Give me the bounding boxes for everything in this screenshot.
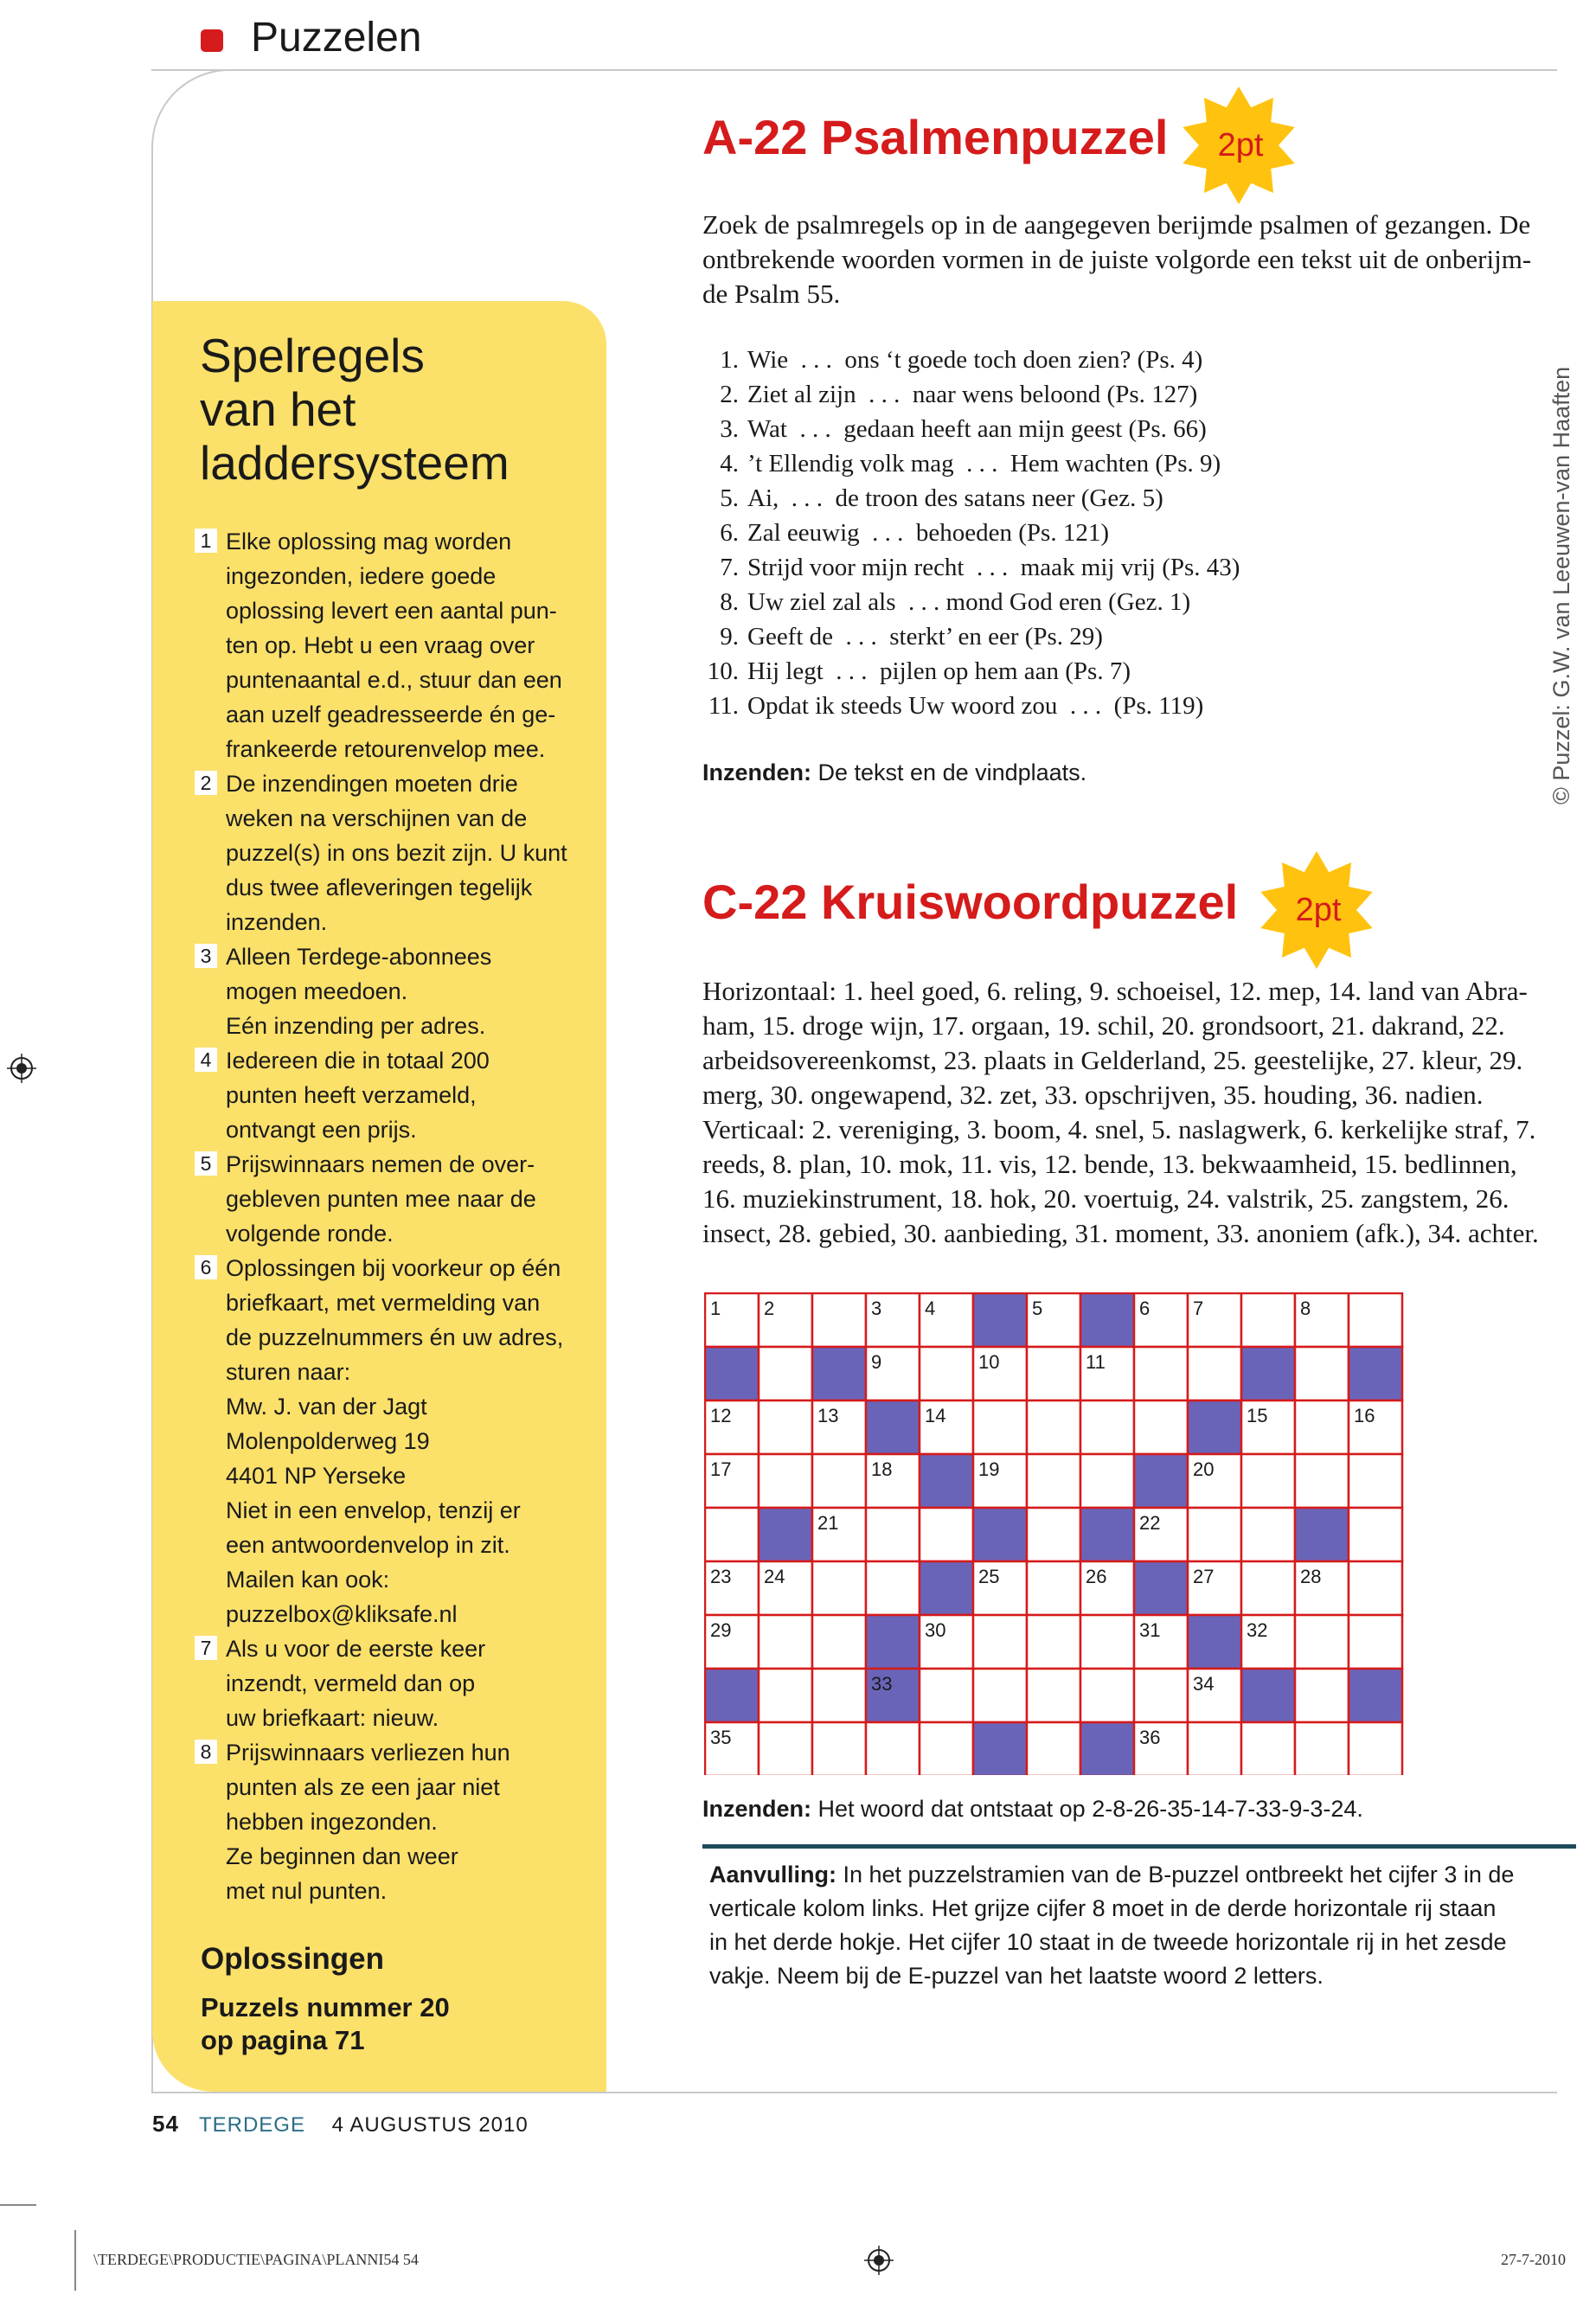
print-slug-path: \TERDEGE\PRODUCTIE\PAGINA\PLANNI54 54 xyxy=(93,2251,419,2268)
psalm-item-number: 9. xyxy=(720,623,739,651)
frame-bottom-rule xyxy=(151,2092,1557,2093)
rule-number: 5 xyxy=(195,1151,217,1176)
inzenden-text: De tekst en de vindplaats. xyxy=(811,760,1087,785)
grid-number: 2 xyxy=(764,1298,775,1319)
points-star-badge xyxy=(1256,849,1377,975)
grid-number: 29 xyxy=(710,1619,732,1641)
psalm-item xyxy=(702,412,1325,446)
grid-number: 11 xyxy=(1086,1351,1106,1373)
clue-line: arbeidsovereenkomst, 23. plaats in Gelderland, 25. geestelijke, 27. kleur, 29. xyxy=(702,1045,1523,1075)
grid-cell xyxy=(1241,1722,1295,1775)
grid-number: 12 xyxy=(710,1405,732,1426)
rule-number: 6 xyxy=(195,1255,217,1279)
rule-line: inzendt, vermeld dan op xyxy=(226,1670,476,1696)
rule-line: een antwoordenvelop in zit. xyxy=(226,1532,510,1558)
rule-number: 4 xyxy=(195,1048,217,1072)
rule-line: inzenden. xyxy=(226,909,328,935)
rule-line: sturen naar: xyxy=(226,1359,351,1385)
psalm-points: 2pt xyxy=(1217,127,1264,163)
grid-cell-filled xyxy=(1349,1347,1402,1400)
crossword-clues xyxy=(702,974,1576,1251)
grid-cell xyxy=(1188,1508,1241,1561)
crossword-inzenden xyxy=(702,1796,1363,1823)
psalm-inzenden xyxy=(702,760,1086,786)
rule-item xyxy=(195,939,575,1043)
rule-line: Mw. J. van der Jagt xyxy=(226,1394,427,1420)
psalm-item-text: Strijd voor mijn recht . . . maak mij vrij (Ps. 43) xyxy=(747,554,1240,581)
rule-line: Molenpolderweg 19 xyxy=(226,1428,430,1454)
rule-number: 1 xyxy=(195,529,217,553)
psalm-item xyxy=(702,619,1325,654)
rule-number: 8 xyxy=(195,1740,217,1764)
rule-line: Oplossingen bij voorkeur op één xyxy=(226,1255,561,1281)
grid-number: 18 xyxy=(871,1458,893,1480)
grid-number: 16 xyxy=(1354,1405,1375,1426)
registration-mark xyxy=(7,1054,36,1087)
rule-line: Mailen kan ook: xyxy=(226,1567,390,1593)
clue-line: Horizontaal: 1. heel goed, 6. reling, 9. schoeisel, 12. mep, 14. land van Abra- xyxy=(702,976,1528,1006)
grid-number: 30 xyxy=(925,1619,946,1641)
psalm-item-text: Opdat ik steeds Uw woord zou . . . (Ps. 119) xyxy=(747,692,1204,720)
page-number: 54 xyxy=(152,2111,179,2137)
aanvulling-line: vakje. Neem bij de E-puzzel van het laatste woord 2 letters. xyxy=(709,1963,1324,1989)
psalm-item xyxy=(702,689,1325,723)
grid-cell xyxy=(812,1669,866,1722)
grid-cell-filled xyxy=(1241,1347,1295,1400)
rule-line: punten heeft verzameld, xyxy=(226,1082,477,1108)
rules-list xyxy=(195,524,575,1908)
grid-cell xyxy=(759,1454,812,1508)
grid-number: 8 xyxy=(1300,1298,1311,1319)
grid-cell xyxy=(866,1561,920,1615)
psalm-item xyxy=(702,516,1325,550)
clue-line: ham, 15. droge wijn, 17. orgaan, 19. schil, 20. grondsoort, 21. dakrand, 22. xyxy=(702,1010,1505,1041)
page-footer xyxy=(152,2111,529,2138)
grid-cell-filled xyxy=(1080,1508,1134,1561)
psalm-item-number: 8. xyxy=(720,588,739,616)
grid-cell-filled xyxy=(973,1722,1027,1775)
registration-icon xyxy=(7,1054,36,1083)
registration-icon xyxy=(864,2246,894,2275)
clue-line: 16. muziekinstrument, 18. hok, 20. voertuig, 24. valstrik, 25. zangstem, 26. xyxy=(702,1183,1509,1214)
grid-number: 32 xyxy=(1247,1619,1268,1641)
rule-number: 7 xyxy=(195,1636,217,1660)
grid-cell-filled xyxy=(1080,1722,1134,1775)
grid-number: 28 xyxy=(1300,1566,1322,1587)
grid-cell xyxy=(812,1561,866,1615)
rule-line: Eén inzending per adres. xyxy=(226,1013,486,1039)
rule-line: puzzelbox@kliksafe.nl xyxy=(226,1601,458,1627)
grid-cell xyxy=(1349,1508,1402,1561)
grid-cell-filled xyxy=(1295,1508,1349,1561)
grid-cell xyxy=(812,1293,866,1347)
grid-cell xyxy=(1027,1615,1080,1669)
grid-number: 10 xyxy=(978,1351,1000,1373)
sidebar-title-line: laddersysteem xyxy=(200,436,510,490)
crossword-grid xyxy=(704,1292,1405,1779)
rule-number: 2 xyxy=(195,771,217,795)
print-slug-date: 27-7-2010 xyxy=(1501,2251,1566,2268)
psalm-item-text: Zal eeuwig . . . behoeden (Ps. 121) xyxy=(747,519,1109,547)
rule-number: 3 xyxy=(195,944,217,968)
rule-item xyxy=(195,1147,575,1251)
grid-cell xyxy=(759,1347,812,1400)
grid-cell xyxy=(1027,1722,1080,1775)
grid-cell xyxy=(1241,1454,1295,1508)
section-title: Puzzelen xyxy=(251,15,422,61)
psalm-item xyxy=(702,446,1325,481)
section-marker xyxy=(201,29,223,52)
magazine-name: TERDEGE xyxy=(198,2113,305,2137)
crossword-title: C-22 Kruiswoordpuzzel xyxy=(702,875,1239,929)
grid-cell xyxy=(1027,1669,1080,1722)
grid-cell xyxy=(1027,1454,1080,1508)
grid-number: 19 xyxy=(978,1458,1000,1480)
rule-line: 4401 NP Yerseke xyxy=(226,1463,407,1489)
psalm-intro xyxy=(702,208,1576,311)
grid-number: 35 xyxy=(710,1727,732,1748)
rule-line: frankeerde retourenvelop mee. xyxy=(226,736,546,762)
aanvulling-line: verticale kolom links. Het grijze cijfer 8 moet in de derde horizontale rij staan xyxy=(709,1895,1497,1921)
psalm-item-number: 4. xyxy=(720,450,739,478)
top-rule xyxy=(151,69,1557,71)
intro-line: ontbrekende woorden vormen in de juiste volgorde een tekst uit de onberijm- xyxy=(702,244,1532,274)
aanvulling-label: Aanvulling: xyxy=(709,1862,836,1888)
grid-cell xyxy=(920,1508,973,1561)
grid-number: 3 xyxy=(871,1298,882,1319)
psalm-item xyxy=(702,550,1325,585)
grid-cell xyxy=(1295,1347,1349,1400)
crop-mark xyxy=(0,2204,36,2206)
psalm-puzzle-title: A-22 Psalmenpuzzel xyxy=(702,110,1169,164)
inzenden-label: Inzenden: xyxy=(702,1796,811,1822)
grid-cell-filled xyxy=(920,1454,973,1508)
rule-line: aan uzelf geadresseerde én ge- xyxy=(226,702,556,727)
sidebar-title-line: Spelregels xyxy=(200,329,425,382)
intro-line: Zoek de psalmregels op in de aangegeven berijmde psalmen of gezangen. De xyxy=(702,209,1531,240)
clue-line: merg, 30. ongewapend, 32. zet, 33. opschrijven, 35. houding, 36. nadien. xyxy=(702,1080,1484,1110)
grid-cell xyxy=(866,1722,920,1775)
rule-line: uw briefkaart: nieuw. xyxy=(226,1705,439,1731)
rule-line: Elke oplossing mag worden xyxy=(226,529,512,554)
grid-number: 13 xyxy=(817,1405,839,1426)
psalm-item-text: ’t Ellendig volk mag . . . Hem wachten (Ps. 9) xyxy=(747,450,1221,478)
grid-number: 1 xyxy=(710,1298,721,1319)
rule-line: volgende ronde. xyxy=(226,1221,394,1247)
rule-line: mogen meedoen. xyxy=(226,978,408,1004)
rule-line: De inzendingen moeten drie xyxy=(226,771,518,797)
grid-cell xyxy=(1080,1615,1134,1669)
grid-cell xyxy=(920,1669,973,1722)
rule-item xyxy=(195,524,575,766)
grid-cell xyxy=(812,1615,866,1669)
rule-line: Prijswinnaars nemen de over- xyxy=(226,1151,535,1177)
grid-cell-filled xyxy=(866,1615,920,1669)
sidebar-title xyxy=(200,329,580,490)
grid-number: 24 xyxy=(764,1566,785,1587)
rule-line: ten op. Hebt u een vraag over xyxy=(226,632,535,658)
psalm-item-text: Ziet al zijn . . . naar wens beloond (Ps. 127) xyxy=(747,381,1198,408)
grid-cell-filled xyxy=(705,1669,759,1722)
rule-line: weken na verschijnen van de xyxy=(226,805,528,831)
psalm-item xyxy=(702,377,1325,412)
grid-cell-filled xyxy=(920,1561,973,1615)
grid-cell xyxy=(973,1669,1027,1722)
puzzle-credit: © Puzzel: G.W. van Leeuwen-van Haaften xyxy=(1548,366,1574,804)
rule-item xyxy=(195,766,575,939)
grid-cell-filled xyxy=(1134,1454,1188,1508)
grid-number: 21 xyxy=(817,1512,839,1534)
psalm-item xyxy=(702,481,1325,516)
grid-cell-filled xyxy=(1188,1400,1241,1454)
grid-cell-filled xyxy=(705,1347,759,1400)
grid-cell xyxy=(920,1722,973,1775)
oplossingen-line: Puzzels nummer 20 xyxy=(201,1992,450,2022)
rule-line: met nul punten. xyxy=(226,1878,388,1904)
grid-cell-filled xyxy=(973,1508,1027,1561)
grid-number: 25 xyxy=(978,1566,1000,1587)
grid-number: 31 xyxy=(1139,1619,1161,1641)
grid-cell xyxy=(1349,1454,1402,1508)
grid-cell xyxy=(1080,1400,1134,1454)
grid-cell xyxy=(1027,1508,1080,1561)
psalm-item xyxy=(702,343,1325,377)
grid-cell xyxy=(1134,1669,1188,1722)
rule-line: Ze beginnen dan weer xyxy=(226,1843,458,1869)
rule-line: dus twee afleveringen tegelijk xyxy=(226,875,533,901)
grid-number: 20 xyxy=(1193,1458,1215,1480)
grid-cell xyxy=(812,1454,866,1508)
grid-cell xyxy=(1188,1347,1241,1400)
clue-line: reeds, 8. plan, 10. mok, 11. vis, 12. bende, 13. bekwaamheid, 15. bedlinnen, xyxy=(702,1149,1517,1179)
inzenden-text: Het woord dat ontstaat op 2-8-26-35-14-7-33-9-3-24. xyxy=(811,1796,1363,1822)
grid-cell xyxy=(759,1400,812,1454)
sidebar-title-line: van het xyxy=(200,382,356,436)
aanvulling-line: In het puzzelstramien van de B-puzzel ontbreekt het cijfer 3 in de xyxy=(836,1862,1515,1888)
psalm-list xyxy=(702,343,1325,723)
rule-item xyxy=(195,1251,575,1631)
grid-number: 6 xyxy=(1139,1298,1151,1319)
grid-cell xyxy=(920,1347,973,1400)
grid-cell xyxy=(1241,1508,1295,1561)
psalm-item-number: 7. xyxy=(720,554,739,581)
grid-cell-filled xyxy=(812,1347,866,1400)
rule-item xyxy=(195,1735,575,1908)
grid-cell xyxy=(1349,1293,1402,1347)
rule-line: puntenaantal e.d., stuur dan een xyxy=(226,667,562,693)
grid-cell-filled xyxy=(759,1508,812,1561)
inzenden-label: Inzenden: xyxy=(702,760,811,785)
grid-cell xyxy=(1027,1400,1080,1454)
psalm-item-number: 1. xyxy=(720,346,739,374)
grid-cell xyxy=(866,1508,920,1561)
grid-cell xyxy=(1188,1722,1241,1775)
grid-number: 26 xyxy=(1086,1566,1107,1587)
psalm-item-text: Hij legt . . . pijlen op hem aan (Ps. 7) xyxy=(747,657,1131,685)
rule-line: briefkaart, met vermelding van xyxy=(226,1290,541,1316)
rule-item xyxy=(195,1043,575,1147)
grid-cell-filled xyxy=(973,1293,1027,1347)
rule-line: Als u voor de eerste keer xyxy=(226,1636,486,1662)
psalm-item-number: 10. xyxy=(707,657,739,685)
grid-cell xyxy=(812,1722,866,1775)
grid-cell xyxy=(1134,1347,1188,1400)
grid-cell xyxy=(759,1615,812,1669)
aanvulling-note xyxy=(709,1858,1574,1993)
clue-line: insect, 28. gebied, 30. aanbieding, 31. moment, 33. anoniem (afk.), 34. achter. xyxy=(702,1218,1539,1248)
rule-line: Iedereen die in totaal 200 xyxy=(226,1048,490,1074)
grid-cell xyxy=(1295,1454,1349,1508)
psalm-item-number: 11. xyxy=(708,692,739,720)
rule-line: puzzel(s) in ons bezit zijn. U kunt xyxy=(226,840,567,866)
grid-cell-filled xyxy=(866,1400,920,1454)
grid-number: 15 xyxy=(1247,1405,1268,1426)
star-icon xyxy=(1256,849,1377,971)
registration-mark xyxy=(864,2246,894,2279)
grid-number: 14 xyxy=(925,1405,946,1426)
frame-corner xyxy=(151,69,257,244)
grid-cell xyxy=(1241,1293,1295,1347)
grid-number: 27 xyxy=(1193,1566,1215,1587)
psalm-item-text: Wat . . . gedaan heeft aan mijn geest (Ps. 66) xyxy=(747,415,1207,443)
oplossingen-line: op pagina 71 xyxy=(201,2025,365,2055)
star-icon xyxy=(1178,85,1299,206)
grid-cell-filled xyxy=(1188,1615,1241,1669)
rule-line: hebben ingezonden. xyxy=(226,1809,438,1835)
rule-line: ontvangt een prijs. xyxy=(226,1117,417,1143)
section-divider xyxy=(702,1844,1576,1849)
grid-cell xyxy=(1295,1669,1349,1722)
grid-cell xyxy=(759,1722,812,1775)
grid-cell xyxy=(1349,1615,1402,1669)
grid-cell xyxy=(759,1669,812,1722)
aanvulling-line: in het derde hokje. Het cijfer 10 staat in de tweede horizontale rij in het zesde xyxy=(709,1929,1507,1955)
clue-line: Verticaal: 2. vereniging, 3. boom, 4. snel, 5. naslagwerk, 6. kerkelijke straf, 7. xyxy=(702,1114,1536,1144)
rule-item xyxy=(195,1631,575,1735)
grid-cell xyxy=(1349,1722,1402,1775)
rule-line: Prijswinnaars verliezen hun xyxy=(226,1740,510,1766)
psalm-item-number: 6. xyxy=(720,519,739,547)
grid-cell xyxy=(1027,1561,1080,1615)
grid-cell xyxy=(1295,1400,1349,1454)
grid-cell xyxy=(973,1615,1027,1669)
grid-cell xyxy=(1080,1454,1134,1508)
grid-cell-filled xyxy=(1080,1293,1134,1347)
grid-cell xyxy=(1349,1561,1402,1615)
psalm-item-number: 3. xyxy=(720,415,739,443)
grid-cell xyxy=(1241,1561,1295,1615)
issue-date: 4 AUGUSTUS 2010 xyxy=(331,2113,529,2137)
rule-line: gebleven punten mee naar de xyxy=(226,1186,536,1212)
psalm-item-text: Uw ziel zal als . . . mond God eren (Gez. 1) xyxy=(747,588,1191,616)
psalm-item-number: 2. xyxy=(720,381,739,408)
grid-cell-filled xyxy=(1241,1669,1295,1722)
psalm-item-text: Geeft de . . . sterkt’ en eer (Ps. 29) xyxy=(747,623,1103,651)
rule-line: de puzzelnummers én uw adres, xyxy=(226,1324,564,1350)
grid-number: 33 xyxy=(871,1673,893,1695)
grid-cell xyxy=(973,1400,1027,1454)
rule-line: Alleen Terdege-abonnees xyxy=(226,944,492,970)
grid-cell-filled xyxy=(1349,1669,1402,1722)
grid-cell xyxy=(705,1508,759,1561)
psalm-item-number: 5. xyxy=(720,484,739,512)
grid-cell xyxy=(1080,1669,1134,1722)
psalm-item xyxy=(702,585,1325,619)
grid-number: 9 xyxy=(871,1351,882,1373)
points-star-badge xyxy=(1178,85,1299,210)
rule-line: punten als ze een jaar niet xyxy=(226,1774,500,1800)
crop-mark xyxy=(74,2230,76,2291)
rule-line: oplossing levert een aantal pun- xyxy=(226,598,557,624)
crossword-points: 2pt xyxy=(1295,892,1342,928)
grid-number: 5 xyxy=(1032,1298,1043,1319)
grid-cell xyxy=(1295,1615,1349,1669)
grid-number: 34 xyxy=(1193,1673,1215,1695)
rule-line: ingezonden, iedere goede xyxy=(226,563,497,589)
oplossingen-title: Oplossingen xyxy=(201,1942,384,1976)
psalm-item-text: Ai, . . . de troon des satans neer (Gez. 5) xyxy=(747,484,1163,512)
grid-number: 23 xyxy=(710,1566,732,1587)
grid-cell xyxy=(1134,1400,1188,1454)
grid-number: 4 xyxy=(925,1298,936,1319)
grid-cell xyxy=(1295,1722,1349,1775)
oplossingen-reference xyxy=(201,1991,450,2057)
grid-cell-filled xyxy=(1134,1561,1188,1615)
grid-number: 7 xyxy=(1193,1298,1204,1319)
grid-number: 17 xyxy=(710,1458,732,1480)
grid-number: 22 xyxy=(1139,1512,1161,1534)
psalm-item-text: Wie . . . ons ‘t goede toch doen zien? (Ps. 4) xyxy=(747,346,1203,374)
grid-number: 36 xyxy=(1139,1727,1161,1748)
psalm-item xyxy=(702,654,1325,689)
intro-line: de Psalm 55. xyxy=(702,279,841,309)
rule-line: Niet in een envelop, tenzij er xyxy=(226,1497,521,1523)
grid-cell xyxy=(1027,1347,1080,1400)
